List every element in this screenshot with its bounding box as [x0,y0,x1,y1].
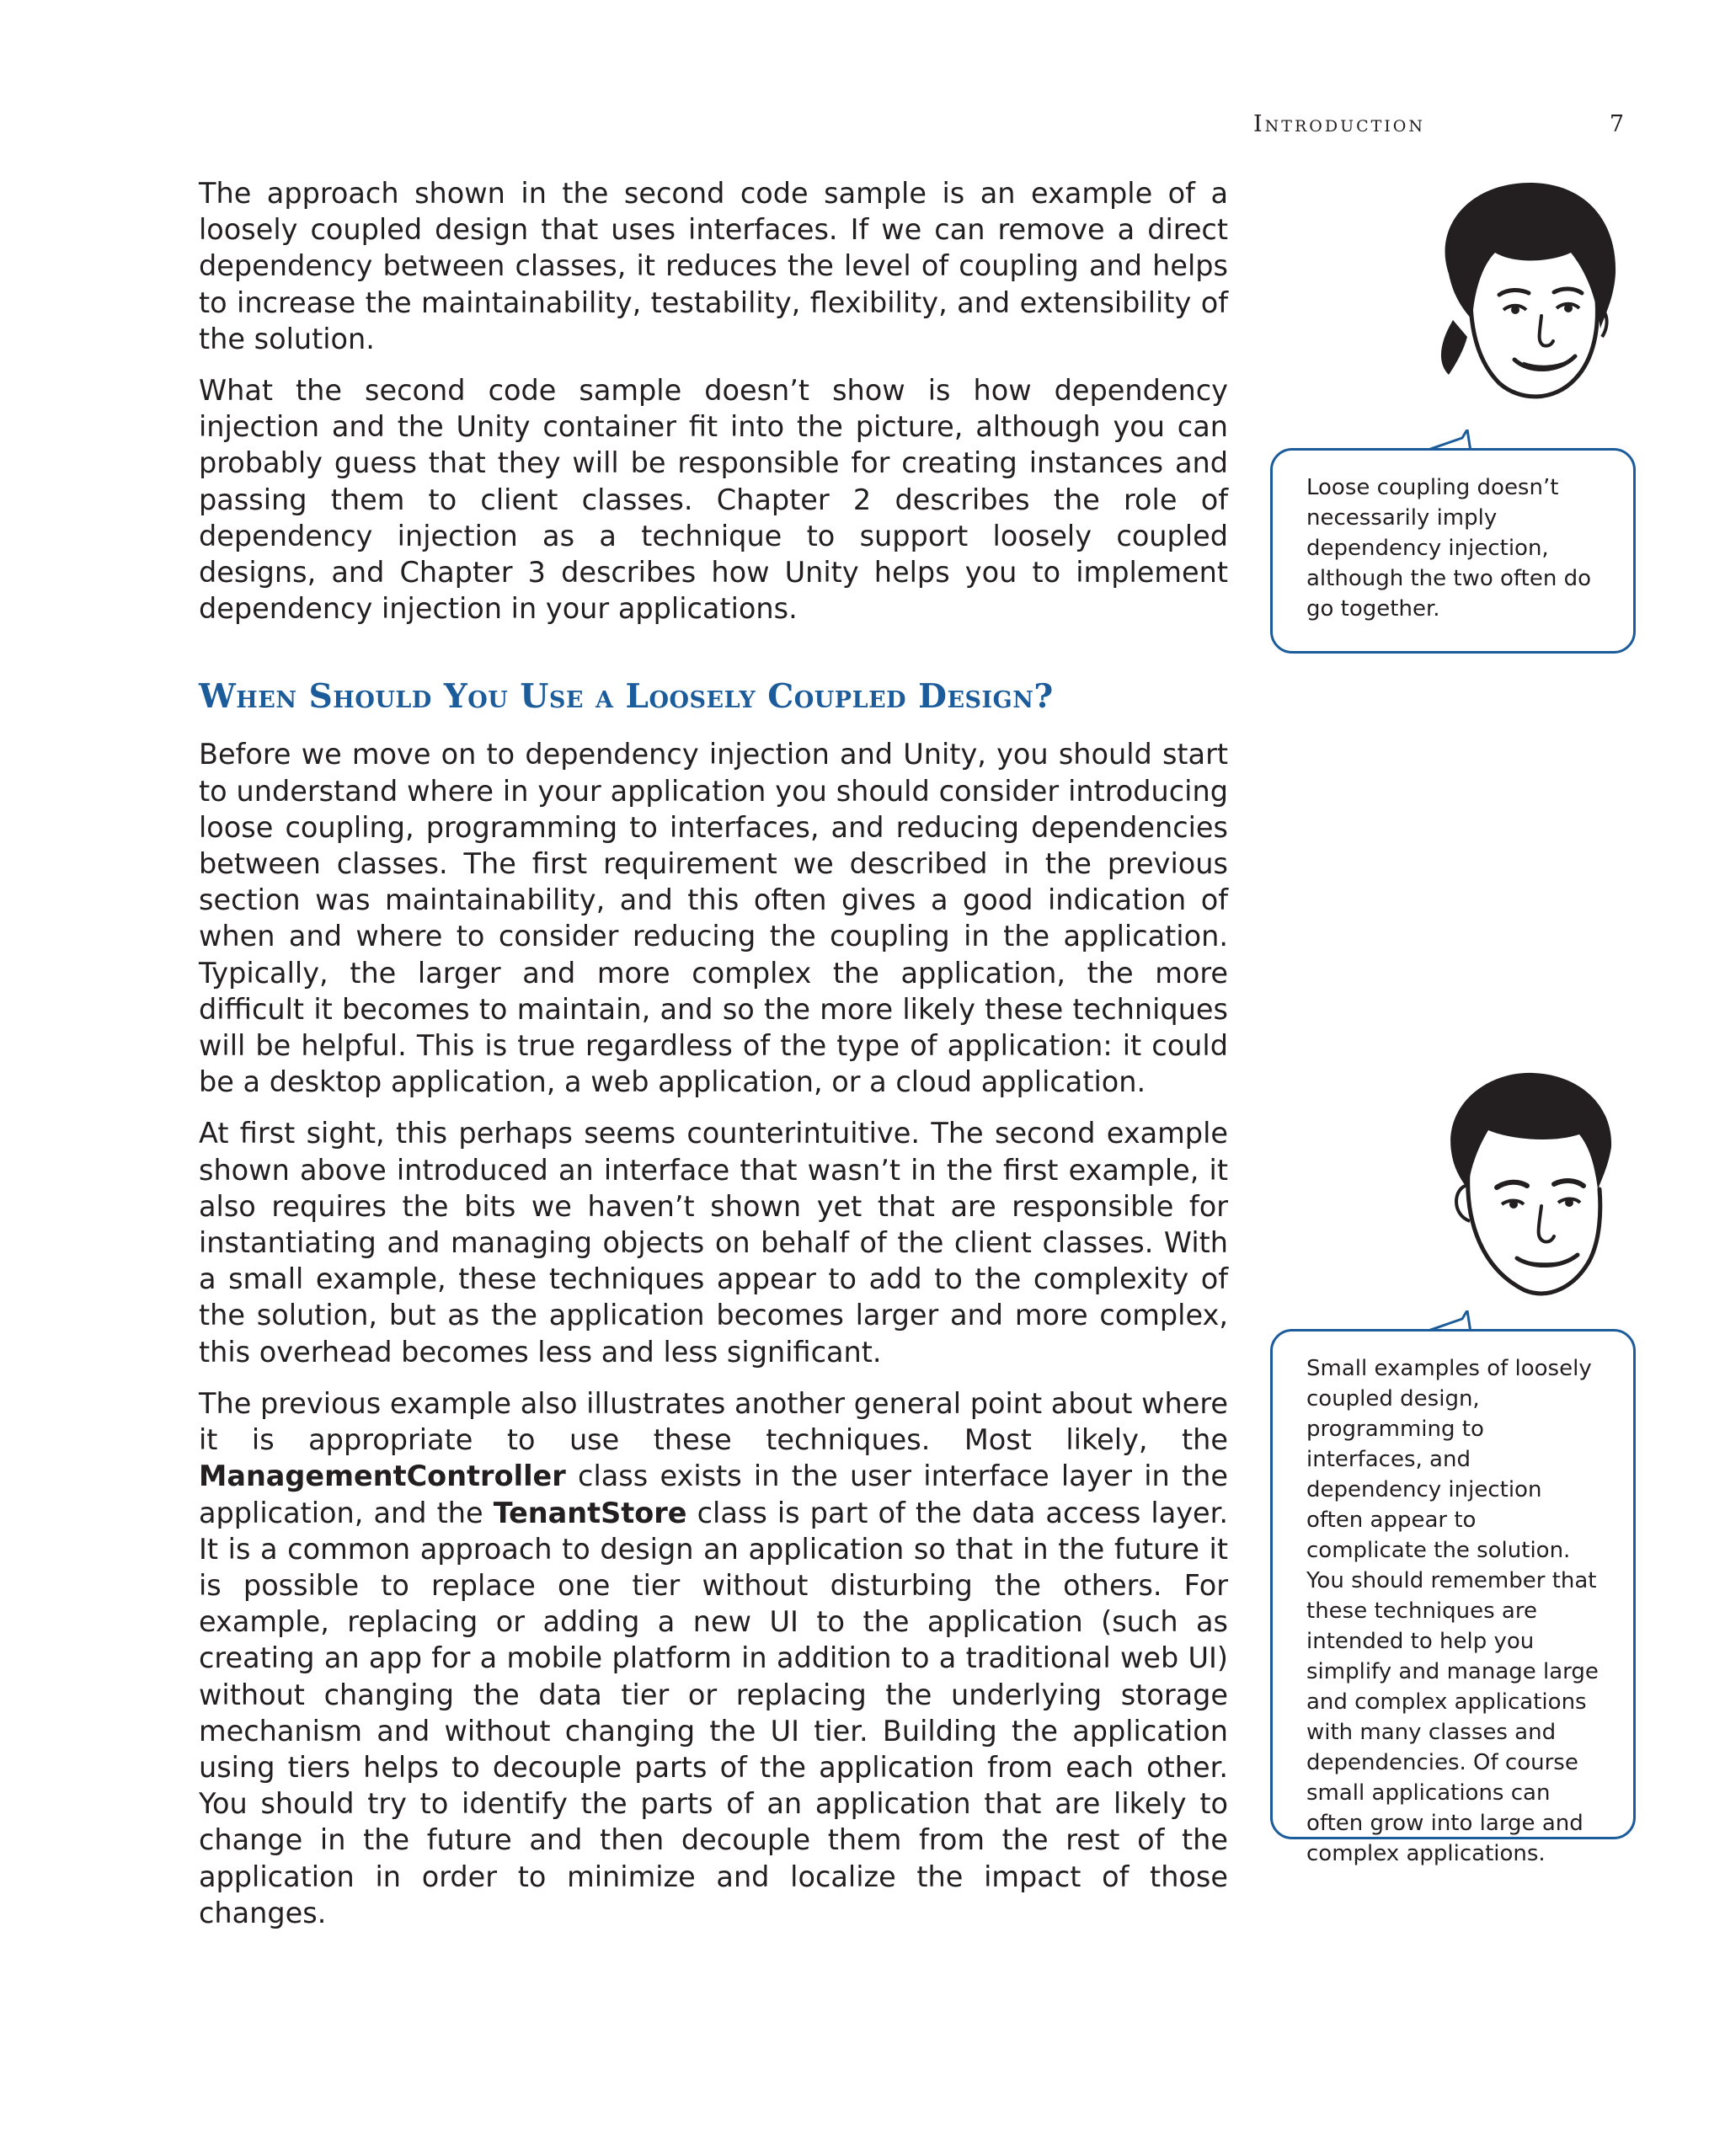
running-head [1253,111,1624,145]
paragraph-3: Before we move on to dependency injection and Unity, you should start to understand where in your application you should consider introducing loose coupling, programming to interfaces, and reducing dependencies between classes. The first requirement we described in the previous section was maintainability, and this often gives a good indication of when and where to consider reducing the coupling in the application. Typically, the larger and more complex the application, the more difficult it becomes to maintain, and so the more likely these techniques will be helpful. This is true regardless of the type of application: it could be a desktop application, a web application, or a cloud application. [199,738,1228,1099]
woman-face-icon [1415,173,1626,413]
running-head-section: Introduction [1253,111,1426,137]
term-management-controller: ManagementController [199,1460,566,1493]
paragraph-5-part3: class is part of the data access layer. It is a common approach to design an application so that in the future it is possible to replace one tier without disturbing the others. For example, replacing or adding a new UI to the application (such as creating an app for a mobile platform in addition to a traditional web UI) without changing the data tier or replacing the underlying storage mechanism and without changing the UI tier. Building the application using tiers helps to decouple parts of the application from each other. You should try to identify the parts of an application that are likely to change in the future and then decouple them from the rest of the application in order to minimize and localize the impact of those changes. [199,1496,1228,1929]
paragraph-5-part1: The previous example also illustrates another general point about where it is appropriate to use these techniques. Most likely, the [199,1386,1228,1457]
man-face-icon [1436,1063,1621,1303]
page-number: 7 [1609,111,1624,137]
term-tenant-store: TenantStore [493,1496,687,1529]
callout-1 [1270,448,1636,654]
section-heading: When Should You Use a Loosely Coupled Design? [199,677,1054,717]
callout-1-text: Loose coupling doesn’t necessarily imply dependency injection, although the two often do go together. [1306,475,1591,622]
woman-face-drawing [1415,173,1626,413]
paragraph-1: The approach shown in the second code sample is an example of a loosely coupled design that uses interfaces. If we can remove a direct dependency between classes, it reduces the level of coupling and helps to increase the maintainability, testability, flexibility, and extensibility of the solution. [199,177,1228,355]
paragraph-5-part2: class exists in the user interface layer in the application, and the [199,1460,1228,1529]
main-column [199,175,1228,1946]
paragraph-4: At first sight, this perhaps seems counterintuitive. The second example shown above introduced an interface that wasn’t in the first example, it also requires the bits we haven’t shown yet that are responsible for instantiating and managing objects on behalf of the client classes. With a small example, these techniques appear to add to the complexity of the solution, but as the application becomes larger and more complex, this overhead becomes less and less significant. [199,1117,1228,1369]
man-face-drawing [1436,1063,1621,1303]
callout-2 [1270,1329,1636,1866]
paragraph-5 [199,1385,1228,1931]
callout-2-text: Small examples of loosely coupled design, programming to interfaces, and dependency injection often appear to complicate the solution. You should remember that these techniques are intended to help you simplify and manage large and complex applications with many classes and dependencies. Of course small applications can often grow into large and complex applications. [1306,1356,1599,1866]
paragraph-2: What the second code sample doesn’t show is how dependency injection and the Unity container fit into the picture, although you can probably guess that they will be responsible for creating instances and passing them to client classes. Chapter 2 describes the role of dependency injection as a technique to support loosely coupled designs, and Chapter 3 describes how Unity helps you to implement dependency injection in your applications. [199,374,1228,626]
